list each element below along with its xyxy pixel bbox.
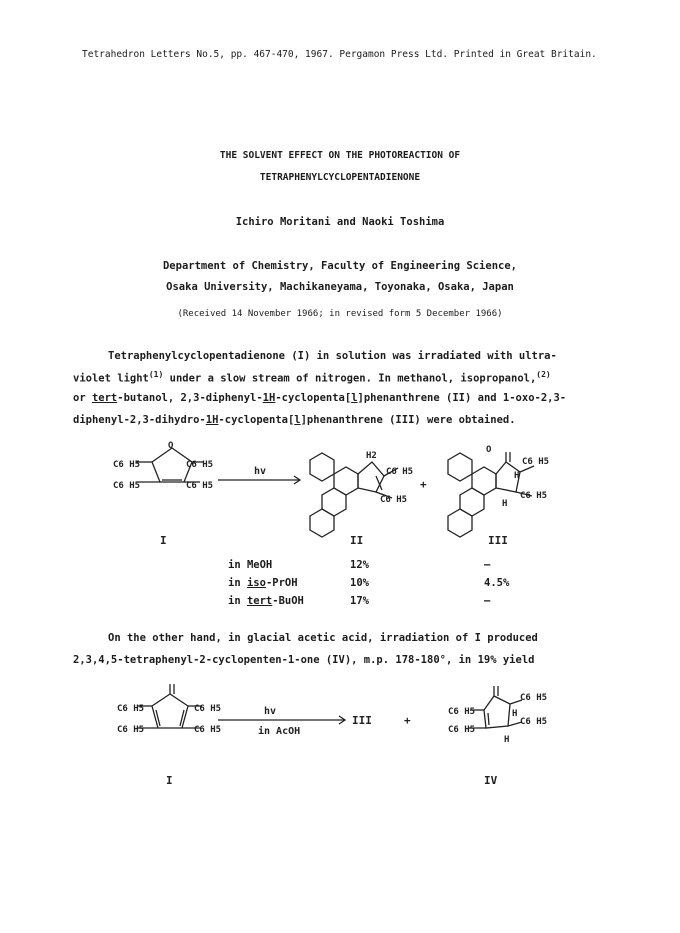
label-I: I <box>166 774 173 787</box>
phenyl-label: C6 H5 <box>113 460 141 470</box>
phenyl-label: C6 H5 <box>117 704 145 714</box>
affiliation-line-2: Osaka University, Machikaneyama, Toyonaka, Osaka, Japan <box>166 281 514 293</box>
para1-text: ]phenanthrene (II) and 1-oxo-2,3- <box>357 392 567 404</box>
para1-text: -cyclopenta[ <box>275 392 352 404</box>
yield-II-cell: 12% <box>350 559 369 571</box>
para1-text: tert <box>91 392 118 404</box>
yield-III-cell: 4.5% <box>484 577 510 589</box>
para1-line-3 <box>73 392 566 404</box>
phenyl-label: C6 H5 <box>186 481 214 491</box>
solvent-cell: in tert-BuOH <box>228 595 304 607</box>
yield-II-cell: 17% <box>350 595 369 607</box>
product-III-label: III <box>352 714 372 727</box>
affiliation-line-1: Department of Chemistry, Faculty of Engineering Science, <box>162 260 517 272</box>
reaction-scheme-1 <box>0 440 680 590</box>
para1-text: ]phenanthrene (III) were obtained. <box>300 414 516 426</box>
para1-text: -cyclopenta[ <box>218 414 295 426</box>
received-dates: (Received 14 November 1966; in revised form 5 December 1966) <box>177 309 503 319</box>
reaction-scheme-2 <box>0 680 680 800</box>
para1-text: or <box>73 392 92 404</box>
oxygen-label: O <box>486 445 492 455</box>
para2-line-1: On the other hand, in glacial acetic acid, irradiation of I produced <box>108 632 538 644</box>
para1-text: 1H <box>262 392 276 404</box>
para2-line-2: 2,3,4,5-tetraphenyl-2-cyclopenten-1-one (IV), m.p. 178-180°, in 19% yield <box>73 654 535 666</box>
para1-text: l <box>351 392 358 404</box>
phenyl-label: C6 H5 <box>113 481 141 491</box>
h-label: H <box>514 471 520 481</box>
authors: Ichiro Moritani and Naoki Toshima <box>235 216 445 228</box>
plus-sign: + <box>420 478 427 491</box>
phenyl-label: C6 H5 <box>520 693 548 703</box>
title-line-2: TETRAPHENYLCYCLOPENTADIENONE <box>259 172 421 183</box>
phenyl-label: C6 H5 <box>194 725 222 735</box>
para1-text: diphenyl-2,3-dihydro- <box>73 414 206 426</box>
title-line-1: THE SOLVENT EFFECT ON THE PHOTOREACTION OF <box>219 150 461 161</box>
para1-line-1: Tetraphenylcyclopentadienone (I) in solution was irradiated with ultra- <box>108 350 557 362</box>
solvent-label: in AcOH <box>258 726 301 737</box>
structure-compound-IV <box>468 686 522 728</box>
h-label: H <box>502 499 508 509</box>
yield-III-cell: – <box>484 559 491 571</box>
h2-label: H2 <box>366 451 377 461</box>
phenyl-label: C6 H5 <box>117 725 145 735</box>
hv-label: hv <box>254 466 267 477</box>
phenyl-label: C6 H5 <box>194 704 222 714</box>
phenyl-label: C6 H5 <box>186 460 214 470</box>
reference-2: (2) <box>536 370 551 379</box>
para1-text: l <box>294 414 301 426</box>
phenyl-label: C6 H5 <box>448 725 476 735</box>
phenyl-label: C6 H5 <box>380 495 408 505</box>
phenyl-label: C6 H5 <box>386 467 414 477</box>
label-II: II <box>350 534 364 547</box>
journal-header: Tetrahedron Letters No.5, pp. 467-470, 1967. Pergamon Press Ltd. Printed in Great Britain. <box>82 49 597 60</box>
hv-label: hv <box>264 706 277 717</box>
para1-text: 1H <box>205 414 219 426</box>
para1-text: under a slow stream of nitrogen. In methanol, isopropanol, <box>163 372 537 385</box>
phenyl-label: C6 H5 <box>522 457 550 467</box>
solvent-cell: in MeOH <box>228 559 273 571</box>
label-IV: IV <box>484 774 498 787</box>
para1-line-2 <box>73 370 551 385</box>
phenyl-label: C6 H5 <box>520 491 548 501</box>
yield-III-cell: – <box>484 595 491 607</box>
reference-1: (1) <box>148 370 164 379</box>
para1-line-4 <box>73 414 516 426</box>
phenyl-label: C6 H5 <box>520 717 548 727</box>
phenyl-label: C6 H5 <box>448 707 476 717</box>
oxygen-label: O <box>168 441 174 451</box>
yield-II-cell: 10% <box>350 577 369 589</box>
para1-text: -butanol, 2,3-diphenyl- <box>117 392 263 404</box>
label-I: I <box>160 534 167 547</box>
h-label: H <box>504 735 510 745</box>
label-III: III <box>488 534 508 547</box>
solvent-cell: in iso-PrOH <box>228 577 298 589</box>
h-label: H <box>512 709 518 719</box>
structure-compound-I <box>138 684 202 728</box>
plus-sign: + <box>404 714 411 727</box>
para1-text: violet light <box>73 372 149 385</box>
